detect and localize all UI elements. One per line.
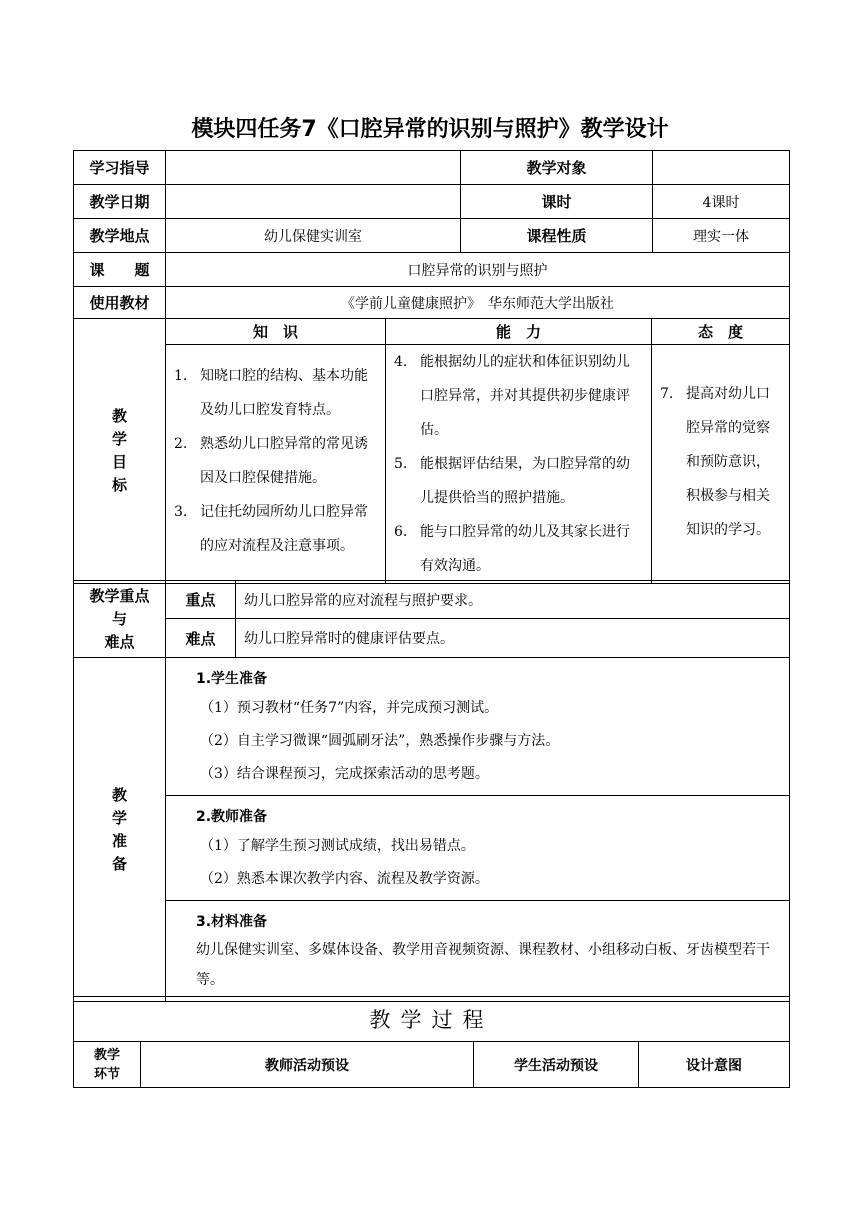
goal-item: [174, 359, 377, 427]
teacher-activity-header: 教师活动预设: [141, 1042, 474, 1088]
prep-label-char: 教: [111, 785, 127, 804]
goals-table: [73, 318, 790, 584]
keys-table: [73, 580, 790, 658]
goals-label-char: 目: [111, 453, 127, 471]
info-table: [73, 150, 790, 319]
focus-value: 幼儿口腔异常的应对流程与照护要求。: [236, 581, 790, 619]
material-prep-cell: [166, 901, 790, 1002]
difficulty-label: 难点: [166, 619, 236, 658]
goals-label-char: 学: [111, 430, 127, 448]
goals-label-char: 标: [111, 476, 127, 494]
goal-number: 2.: [174, 436, 188, 452]
page-title: 模块四任务7《口腔异常的识别与照护》教学设计: [191, 117, 669, 142]
prep-label: [74, 658, 166, 1002]
prep-label-char: 备: [111, 854, 127, 873]
hours-label: 课时: [461, 185, 653, 219]
goal-text: 熟悉幼儿口腔异常的常见诱因及口腔保健措施。: [200, 436, 368, 486]
keys-label-line: 难点: [104, 632, 135, 651]
target-label: 教学对象: [461, 151, 653, 185]
attitude-cell: [652, 345, 790, 584]
keys-label: [74, 581, 166, 658]
goal-number: 6.: [394, 524, 408, 540]
student-prep-cell: [166, 658, 790, 796]
goal-number: 3.: [174, 504, 188, 520]
stage-header-line: 环节: [93, 1066, 120, 1082]
student-prep-heading: 1.学生准备: [196, 671, 268, 687]
goal-text: 记住托幼园所幼儿口腔异常的应对流程及注意事项。: [200, 504, 368, 554]
guide-label: 学习指导: [74, 151, 166, 185]
date-value: [166, 185, 461, 219]
goal-text: 提高对幼儿口腔异常的觉察和预防意识，积极参与相关知识的学习。: [686, 386, 770, 538]
goal-item: [394, 447, 643, 515]
material-prep-text: 幼儿保健实训室、多媒体设备、教学用音视频资源、课程教材、小组移动白板、牙齿模型若干等。: [196, 942, 770, 988]
attitude-head: 态 度: [652, 319, 790, 345]
student-prep-item: （1）预习教材“任务7”内容，并完成预习测试。: [200, 700, 499, 716]
target-value: [653, 151, 790, 185]
knowledge-head: 知 识: [166, 319, 386, 345]
goal-number: 7.: [660, 386, 674, 402]
prep-label-char: 学: [111, 808, 127, 827]
goals-label: [74, 319, 166, 584]
process-heading: 教学过程: [74, 997, 790, 1042]
student-prep-item: （2）自主学习微课“圆弧刷牙法”，熟悉操作步骤与方法。: [200, 733, 560, 749]
teacher-prep-item: （2）熟悉本课次教学内容、流程及教学资源。: [200, 871, 489, 887]
process-table: [73, 996, 790, 1088]
goal-item: [394, 345, 643, 447]
stage-header-line: 教学: [93, 1047, 120, 1063]
design-intent-header: 设计意图: [639, 1042, 790, 1088]
goal-item: [394, 515, 643, 583]
date-label: 教学日期: [74, 185, 166, 219]
ability-cell: [386, 345, 652, 584]
goal-item: [174, 427, 377, 495]
nature-label: 课程性质: [461, 219, 653, 253]
goal-item: [660, 377, 781, 547]
goal-text: 能根据幼儿的症状和体征识别幼儿口腔异常，并对其提供初步健康评估。: [420, 354, 630, 438]
guide-value: [166, 151, 461, 185]
teacher-prep-cell: [166, 796, 790, 901]
goal-number: 4.: [394, 354, 408, 370]
goals-label-char: 教: [111, 407, 127, 425]
goal-text: 知晓口腔的结构、基本功能及幼儿口腔发育特点。: [200, 368, 368, 418]
topic-label: 课 题: [74, 253, 166, 287]
goal-number: 5.: [394, 456, 408, 472]
prep-table: [73, 657, 790, 1002]
ability-head: 能 力: [386, 319, 652, 345]
goal-text: 能与口腔异常的幼儿及其家长进行有效沟通。: [420, 524, 630, 574]
teacher-prep-heading: 2.教师准备: [196, 809, 268, 825]
place-label: 教学地点: [74, 219, 166, 253]
goal-text: 能根据评估结果，为口腔异常的幼儿提供恰当的照护措施。: [420, 456, 630, 506]
keys-label-line: 与: [111, 609, 127, 628]
prep-label-char: 准: [111, 831, 127, 850]
difficulty-value: 幼儿口腔异常时的健康评估要点。: [236, 619, 790, 658]
student-activity-header: 学生活动预设: [474, 1042, 639, 1088]
keys-label-line: 教学重点: [89, 586, 150, 605]
place-value: 幼儿保健实训室: [166, 219, 461, 253]
hours-value: 4课时: [653, 185, 790, 219]
student-prep-item: （3）结合课程预习，完成探索活动的思考题。: [200, 766, 489, 782]
goal-item: [174, 495, 377, 563]
topic-value: 口腔异常的识别与照护: [166, 253, 790, 287]
teacher-prep-item: （1）了解学生预习测试成绩，找出易错点。: [200, 838, 475, 854]
goal-number: 1.: [174, 368, 188, 384]
book-value: 《学前儿童健康照护》 华东师范大学出版社: [166, 287, 790, 319]
book-label: 使用教材: [74, 287, 166, 319]
nature-value: 理实一体: [653, 219, 790, 253]
stage-header: [74, 1042, 141, 1088]
knowledge-cell: [166, 345, 386, 584]
material-prep-heading: 3.材料准备: [196, 914, 268, 930]
focus-label: 重点: [166, 581, 236, 619]
